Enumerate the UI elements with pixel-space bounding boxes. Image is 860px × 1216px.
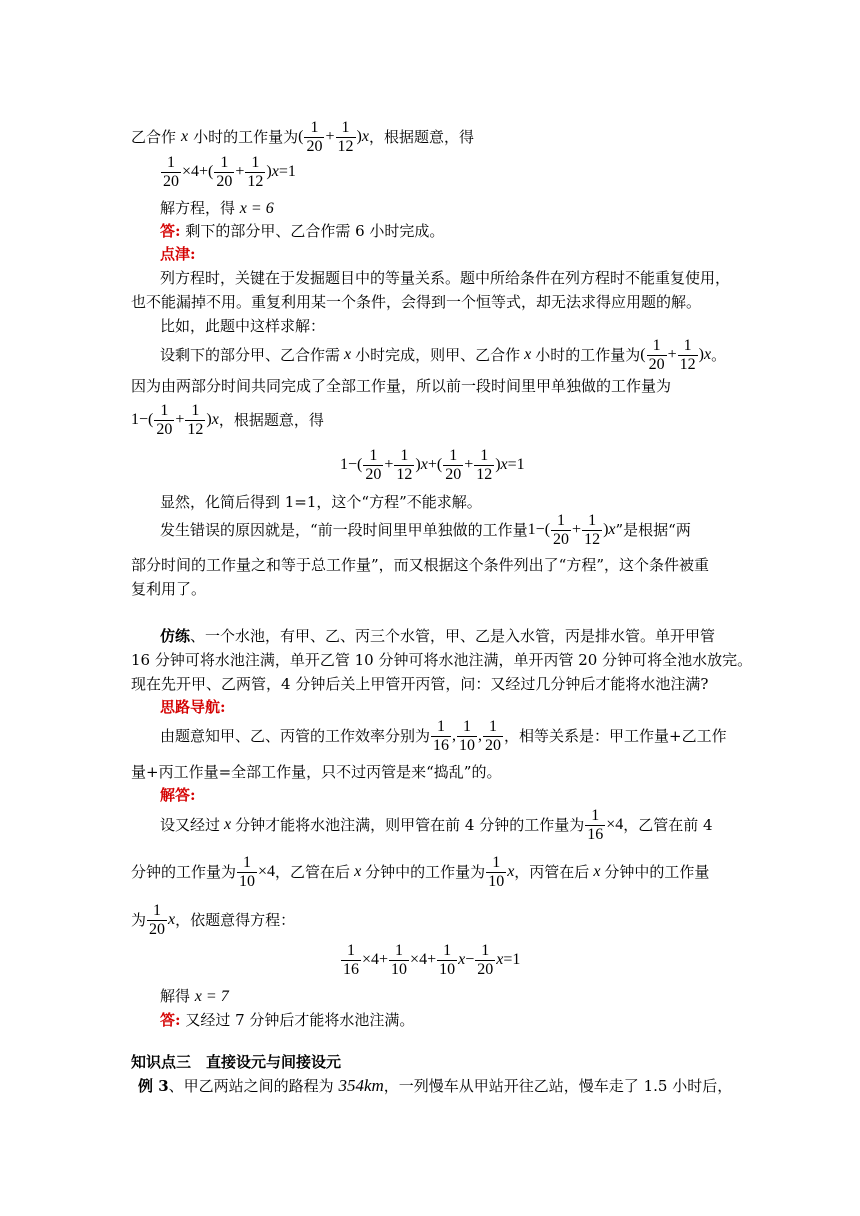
paragraph-line: 现在先开甲、乙两管，4 分钟后关上甲管开丙管，问：又经过几分钟后才能将水池注满?: [131, 675, 709, 693]
var-x: x: [181, 128, 189, 145]
assumption-line: 设剩下的部分甲、乙合作需 x 小时完成，则甲、乙合作 x 小时的工作量为 ( $\frac{1}{20}$ + $\frac{1}{12}$ ) x 。: [160, 336, 727, 373]
paragraph-line: 16 分钟可将水池注满，单开乙管 10 分钟可将水池注满，单开丙管 20 分钟可将全池水放完。: [131, 651, 753, 669]
solution-line-2: 分钟的工作量为 $\frac{1}{10}$ ×4 ，乙管在后 x 分钟中的工作量为 $\frac{1}{10}$ x ，丙管在后 x 分钟中的工作量: [131, 853, 710, 890]
paragraph-line: 列方程时，关键在于发掘题目中的等量关系。题中所给条件在列方程时不能重复使用，: [160, 269, 731, 287]
equation-3: $\frac{1}{16}$ ×4+ $\frac{1}{10}$ ×4+ $\frac{1}{10}$ x − $\frac{1}{20}$ x =1: [343, 941, 521, 978]
text-segment: 小时的工作量为: [193, 128, 299, 146]
solution-line-1: 设又经过 x 分钟才能将水池注满，则甲管在前 4 分钟的工作量为 $\frac{1}{16}$ ×4 ，乙管在前 4: [160, 806, 713, 843]
equation-2: 1−( $\frac{1}{20}$ + $\frac{1}{12}$ ) x +( $\frac{1}{20}$ + $\frac{1}{12}$ ) x =1: [340, 446, 525, 483]
text-segment: ，根据题意，得: [368, 128, 474, 146]
paragraph-line: 也不能漏掉不用。重复利用某一个条件，会得到一个恒等式，却无法求得应用题的解。: [131, 293, 702, 311]
paragraph-line: 比如，此题中这样求解：: [160, 317, 326, 335]
fraction-1-12: $\frac{1}{12}$: [337, 118, 354, 155]
hint-heading: 思路导航:: [160, 698, 226, 716]
solved-line: 解得 x = 7: [160, 987, 229, 1005]
work-amount-line: 乙合作 x 小时的工作量为 ( $\frac{1}{20}$ + $\frac{1}{12}$ ) x ，根据题意，得: [131, 118, 474, 155]
section-heading: 知识点三 直接设元与间接设元: [131, 1053, 342, 1071]
solution-heading: 解答:: [160, 786, 196, 804]
fraction-1-20: $\frac{1}{20}$: [306, 118, 323, 155]
solve-line: 解方程，得 x = 6: [160, 199, 274, 217]
equation-1: $\frac{1}{20}$ ×4+ ( $\frac{1}{20}$ + $\frac{1}{12}$ ) x =1: [163, 153, 296, 190]
tip-heading: 点津:: [160, 245, 196, 263]
practice-line: 仿练、一个水池，有甲、乙、丙三个水管，甲、乙是入水管，丙是排水管。单开甲管: [160, 627, 716, 645]
text-segment: 乙合作: [131, 128, 177, 146]
answer-line-1: 答: 剩下的部分甲、乙合作需 6 小时完成。: [160, 222, 445, 240]
example-3-line: 例 3、甲乙两站之间的路程为 354km，一列慢车从甲站开往乙站，慢车走了 1.5 小时后，: [138, 1076, 733, 1095]
efficiency-line: 由题意知甲、乙、丙管的工作效率分别为 $\frac{1}{16}$ , $\frac{1}{10}$ , $\frac{1}{20}$ ，相等关系是：甲工作量+乙工作: [160, 717, 727, 754]
answer-label: 答:: [160, 222, 181, 240]
paragraph-line: 显然，化简后得到 1=1，这个“方程”不能求解。: [160, 493, 482, 511]
answer-line-2: 答: 又经过 7 分钟后才能将水池注满。: [160, 1011, 415, 1029]
paragraph-line: 因为由两部分时间共同完成了全部工作量，所以前一段时间里甲单独做的工作量为: [131, 377, 672, 395]
expression-line: 1−( $\frac{1}{20}$ + $\frac{1}{12}$ ) x ，根据题意，得: [131, 401, 324, 438]
paragraph-line: 部分时间的工作量之和等于总工作量”，而又根据这个条件列出了“方程”，这个条件被重: [131, 556, 710, 574]
solution-line-3: 为 $\frac{1}{20}$ x ，依题意得方程：: [131, 901, 296, 938]
paragraph-line: 复利用了。: [131, 580, 207, 598]
error-cause-line: 发生错误的原因就是，“前一段时间里甲单独做的工作量 1−( $\frac{1}{20}$ + $\frac{1}{12}$ ) x ”是根据“两: [160, 511, 691, 548]
paragraph-line: 量+丙工作量=全部工作量，只不过丙管是来“捣乱”的。: [131, 763, 502, 781]
